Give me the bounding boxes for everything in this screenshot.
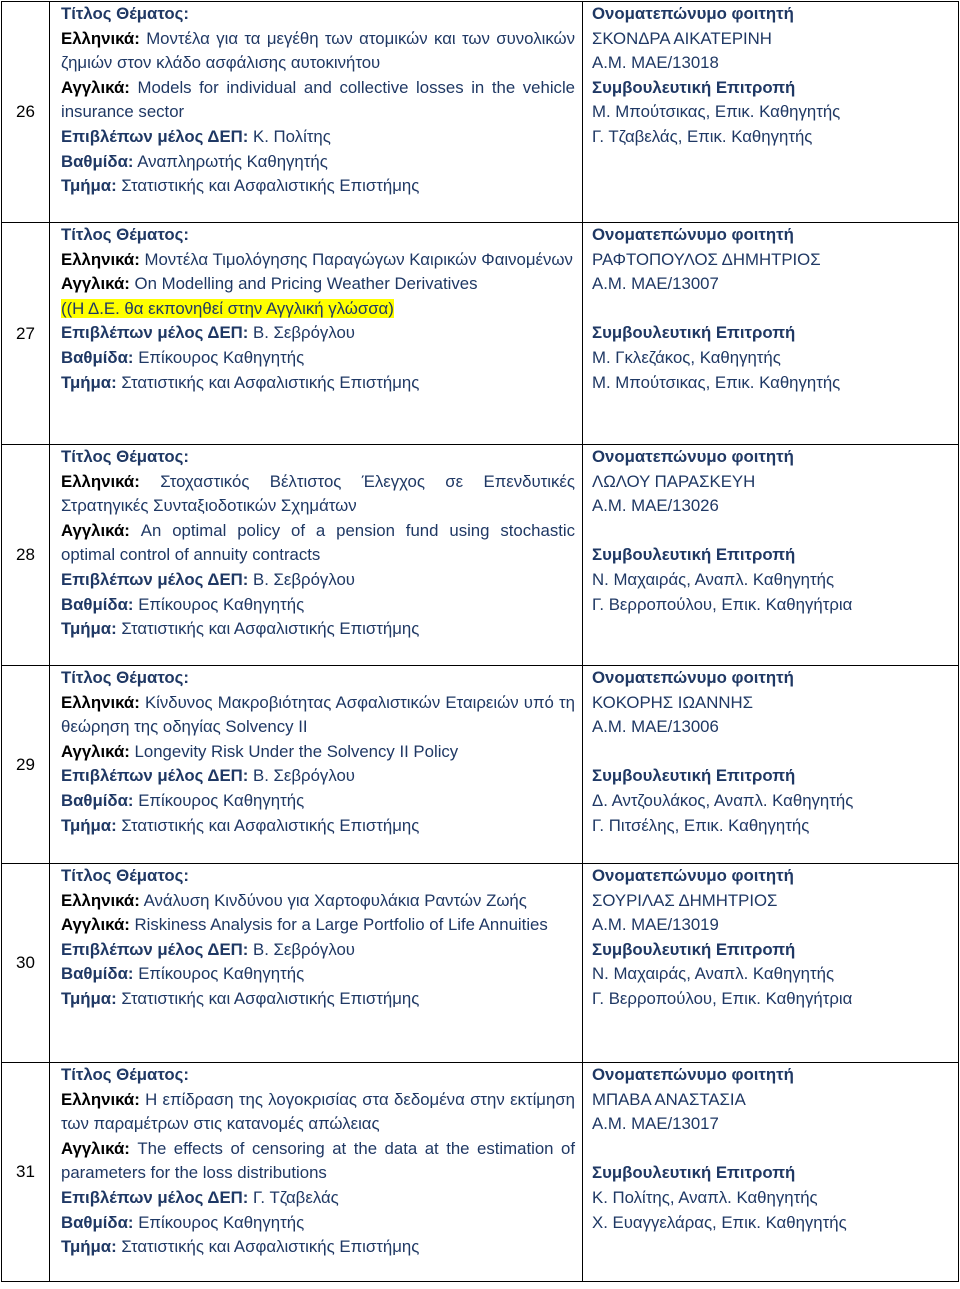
student-cell [583, 1063, 959, 1282]
supervisor-label: Επιβλέπων μέλος ΔΕΠ: [61, 939, 249, 959]
committee-member: Μ. Γκλεζάκος, Καθηγητής [592, 347, 781, 367]
row-number: 30 [2, 864, 50, 1063]
committee-member: Γ. Πιτσέλης, Επικ. Καθηγητής [592, 815, 810, 835]
rank [61, 593, 575, 618]
rank-value: Επίκουρος Καθηγητής [138, 964, 305, 984]
rank-value: Επίκουρος Καθηγητής [138, 347, 305, 367]
english-title [61, 1137, 575, 1186]
table-row [2, 445, 959, 666]
table-row [2, 666, 959, 864]
student-name: ΚΟΚΟΡΗΣ ΙΩΑΝΝΗΣ [592, 692, 753, 712]
student-name: ΛΩΛΟΥ ΠΑΡΑΣΚΕΥΗ [592, 471, 756, 491]
table-body [2, 2, 959, 1282]
department-label: Τμήμα: [61, 815, 117, 835]
department [61, 814, 575, 839]
supervisor-name: Β. Σεβρόγλου [253, 939, 355, 959]
language-note-text: ((Η Δ.Ε. θα εκπονηθεί στην Αγγλική γλώσσα) [61, 298, 394, 318]
topic-cell [50, 1063, 583, 1282]
student-label: Ονοματεπώνυμο φοιτητή [592, 668, 794, 687]
committee-label: Συμβουλευτική Επιτροπή [592, 323, 796, 343]
committee-label: Συμβουλευτική Επιτροπή [592, 545, 796, 565]
rank-value: Επίκουρος Καθηγητής [138, 1212, 305, 1232]
topic-cell [50, 223, 583, 445]
topic-title-label: Τίτλος Θέματος: [61, 4, 189, 23]
spacer [592, 740, 952, 765]
greek-title-text: Στοχαστικός Βέλτιστος Έλεγχος σε Επενδυτικές Στρατηγικές Συνταξιοδοτικών Σχημάτων [61, 471, 575, 516]
rank-label: Βαθμίδα: [61, 347, 134, 367]
committee-member: Δ. Αντζουλάκος, Αναπλ. Καθηγητής [592, 790, 854, 810]
department [61, 174, 575, 199]
department-label: Τμήμα: [61, 988, 117, 1008]
student-label: Ονοματεπώνυμο φοιτητή [592, 4, 794, 23]
table-row [2, 2, 959, 223]
supervisor-label: Επιβλέπων μέλος ΔΕΠ: [61, 126, 249, 146]
greek-title [61, 691, 575, 740]
supervisor [61, 321, 575, 346]
committee-member: Ν. Μαχαιράς, Αναπλ. Καθηγητής [592, 569, 835, 589]
rank [61, 150, 575, 175]
supervisor-label: Επιβλέπων μέλος ΔΕΠ: [61, 766, 249, 786]
committee-member: Μ. Μπούτσικας, Επικ. Καθηγητής [592, 102, 841, 122]
rank-label: Βαθμίδα: [61, 790, 134, 810]
greek-title [61, 889, 575, 914]
row-number: 31 [2, 1063, 50, 1282]
student-cell [583, 666, 959, 864]
student-id: Α.Μ. ΜΑΕ/13007 [592, 274, 719, 294]
student-id: Α.Μ. ΜΑΕ/13018 [592, 53, 719, 73]
department-label: Τμήμα: [61, 372, 117, 392]
department-value: Στατιστικής και Ασφαλιστικής Επιστήμης [121, 372, 420, 392]
greek-label: Ελληνικά: [61, 890, 140, 910]
row-number: 27 [2, 223, 50, 445]
department [61, 987, 575, 1012]
greek-title-text: Ανάλυση Κινδύνου για Χαρτοφυλάκια Ραντών Ζωής [143, 890, 527, 910]
thesis-topics-table [1, 1, 959, 1282]
rank [61, 1211, 575, 1236]
english-title-text: The effects of censoring at the data at the estimation of parameters for the loss distributions [61, 1138, 576, 1183]
committee-label: Συμβουλευτική Επιτροπή [592, 1163, 796, 1183]
topic-title-label: Τίτλος Θέματος: [61, 1065, 189, 1084]
committee-member: Ν. Μαχαιράς, Αναπλ. Καθηγητής [592, 964, 835, 984]
topic-cell [50, 666, 583, 864]
committee-member: Γ. Βερροπούλου, Επικ. Καθηγήτρια [592, 988, 853, 1008]
supervisor-label: Επιβλέπων μέλος ΔΕΠ: [61, 1187, 249, 1207]
supervisor-name: Β. Σεβρόγλου [253, 569, 355, 589]
supervisor [61, 125, 575, 150]
rank-value: Αναπληρωτής Καθηγητής [137, 151, 328, 171]
student-name: ΜΠΑΒΑ ΑΝΑΣΤΑΣΙΑ [592, 1089, 746, 1109]
committee-member: Μ. Μπούτσικας, Επικ. Καθηγητής [592, 372, 841, 392]
spacer [592, 1137, 952, 1162]
student-name: ΣΟΥΡΙΛΑΣ ΔΗΜΗΤΡΙΟΣ [592, 890, 778, 910]
greek-label: Ελληνικά: [61, 1089, 140, 1109]
english-label: Αγγλικά: [61, 520, 130, 540]
department-value: Στατιστικής και Ασφαλιστικής Επιστήμης [121, 176, 420, 196]
department [61, 371, 575, 396]
supervisor [61, 938, 575, 963]
english-label: Αγγλικά: [61, 274, 130, 294]
topic-title-label: Τίτλος Θέματος: [61, 225, 189, 244]
table-row [2, 864, 959, 1063]
rank-value: Επίκουρος Καθηγητής [138, 790, 305, 810]
department-label: Τμήμα: [61, 176, 117, 196]
greek-title-text: Η επίδραση της λογοκρισίας στα δεδομένα στην εκτίμηση των παραμέτρων στις κατανομές απώλειας [61, 1089, 575, 1134]
supervisor [61, 1186, 575, 1211]
greek-title [61, 248, 575, 273]
greek-title-text: Μοντέλα Τιμολόγησης Παραγώγων Καιρικών Φαινομένων [144, 249, 573, 269]
spacer [592, 297, 952, 322]
rank [61, 962, 575, 987]
topic-cell [50, 2, 583, 223]
rank-label: Βαθμίδα: [61, 594, 134, 614]
row-number: 26 [2, 2, 50, 223]
language-note [61, 297, 575, 322]
department-value: Στατιστικής και Ασφαλιστικής Επιστήμης [121, 619, 420, 639]
row-number: 29 [2, 666, 50, 864]
rank-label: Βαθμίδα: [61, 151, 134, 171]
supervisor-label: Επιβλέπων μέλος ΔΕΠ: [61, 569, 249, 589]
rank-value: Επίκουρος Καθηγητής [138, 594, 305, 614]
department-value: Στατιστικής και Ασφαλιστικής Επιστήμης [121, 1237, 420, 1257]
rank-label: Βαθμίδα: [61, 1212, 134, 1232]
greek-label: Ελληνικά: [61, 28, 140, 48]
greek-title [61, 470, 575, 519]
student-label: Ονοματεπώνυμο φοιτητή [592, 225, 794, 244]
english-label: Αγγλικά: [61, 915, 130, 935]
committee-label: Συμβουλευτική Επιτροπή [592, 766, 796, 786]
supervisor [61, 568, 575, 593]
topic-cell [50, 445, 583, 666]
table-row [2, 223, 959, 445]
student-cell [583, 223, 959, 445]
greek-title-text: Κίνδυνος Μακροβιότητας Ασφαλιστικών Εταιρειών υπό τη θεώρηση της οδηγίας Solvency II [61, 692, 575, 737]
row-number: 28 [2, 445, 50, 666]
student-cell [583, 864, 959, 1063]
supervisor-name: Γ. Τζαβελάς [253, 1187, 339, 1207]
student-cell [583, 2, 959, 223]
rank [61, 346, 575, 371]
greek-title [61, 1088, 575, 1137]
supervisor-name: Κ. Πολίτης [253, 126, 331, 146]
student-name: ΡΑΦΤΟΠΟΥΛΟΣ ΔΗΜΗΤΡΙΟΣ [592, 249, 821, 269]
student-id: Α.Μ. ΜΑΕ/13019 [592, 915, 719, 935]
english-title [61, 76, 575, 125]
english-title [61, 740, 575, 765]
english-title-text: On Modelling and Pricing Weather Derivatives [134, 274, 478, 294]
greek-label: Ελληνικά: [61, 692, 140, 712]
english-title-text: Models for individual and collective losses in the vehicle insurance sector [61, 77, 575, 122]
student-name: ΣΚΟΝΔΡΑ ΑΙΚΑΤΕΡΙΝΗ [592, 28, 772, 48]
greek-label: Ελληνικά: [61, 471, 140, 491]
topic-title-label: Τίτλος Θέματος: [61, 866, 189, 885]
committee-member: Γ. Τζαβελάς, Επικ. Καθηγητής [592, 126, 813, 146]
student-id: Α.Μ. ΜΑΕ/13017 [592, 1114, 719, 1134]
department-label: Τμήμα: [61, 1237, 117, 1257]
topic-title-label: Τίτλος Θέματος: [61, 668, 189, 687]
committee-label: Συμβουλευτική Επιτροπή [592, 77, 796, 97]
department-value: Στατιστικής και Ασφαλιστικής Επιστήμης [121, 988, 420, 1008]
student-label: Ονοματεπώνυμο φοιτητή [592, 866, 794, 885]
department-value: Στατιστικής και Ασφαλιστικής Επιστήμης [121, 815, 420, 835]
greek-title-text: Μοντέλα για τα μεγέθη των ατομικών και των συνολικών ζημιών στον κλάδο ασφάλισης αυτοκινήτου [61, 28, 575, 73]
english-title-text: Riskiness Analysis for a Large Portfolio of Life Annuities [134, 915, 548, 935]
english-title [61, 913, 575, 938]
committee-label: Συμβουλευτική Επιτροπή [592, 939, 796, 959]
supervisor-name: Β. Σεβρόγλου [253, 766, 355, 786]
rank-label: Βαθμίδα: [61, 964, 134, 984]
student-label: Ονοματεπώνυμο φοιτητή [592, 1065, 794, 1084]
greek-label: Ελληνικά: [61, 249, 140, 269]
supervisor-label: Επιβλέπων μέλος ΔΕΠ: [61, 323, 249, 343]
supervisor [61, 764, 575, 789]
english-title [61, 272, 575, 297]
committee-member: Χ. Ευαγγελάρας, Επικ. Καθηγητής [592, 1212, 847, 1232]
committee-member: Κ. Πολίτης, Αναπλ. Καθηγητής [592, 1187, 818, 1207]
greek-title [61, 27, 575, 76]
english-title-text: An optimal policy of a pension fund using stochastic optimal control of annuity contracts [61, 520, 575, 565]
spacer [592, 519, 952, 544]
student-id: Α.Μ. ΜΑΕ/13026 [592, 496, 719, 516]
supervisor-name: Β. Σεβρόγλου [253, 323, 355, 343]
english-label: Αγγλικά: [61, 1138, 130, 1158]
department [61, 617, 575, 642]
rank [61, 789, 575, 814]
english-title-text: Longevity Risk Under the Solvency II Policy [134, 741, 459, 761]
english-label: Αγγλικά: [61, 741, 130, 761]
department [61, 1235, 575, 1260]
topic-title-label: Τίτλος Θέματος: [61, 447, 189, 466]
student-cell [583, 445, 959, 666]
department-label: Τμήμα: [61, 619, 117, 639]
student-id: Α.Μ. ΜΑΕ/13006 [592, 717, 719, 737]
english-label: Αγγλικά: [61, 77, 130, 97]
english-title [61, 519, 575, 568]
student-label: Ονοματεπώνυμο φοιτητή [592, 447, 794, 466]
committee-member: Γ. Βερροπούλου, Επικ. Καθηγήτρια [592, 594, 853, 614]
table-row [2, 1063, 959, 1282]
topic-cell [50, 864, 583, 1063]
